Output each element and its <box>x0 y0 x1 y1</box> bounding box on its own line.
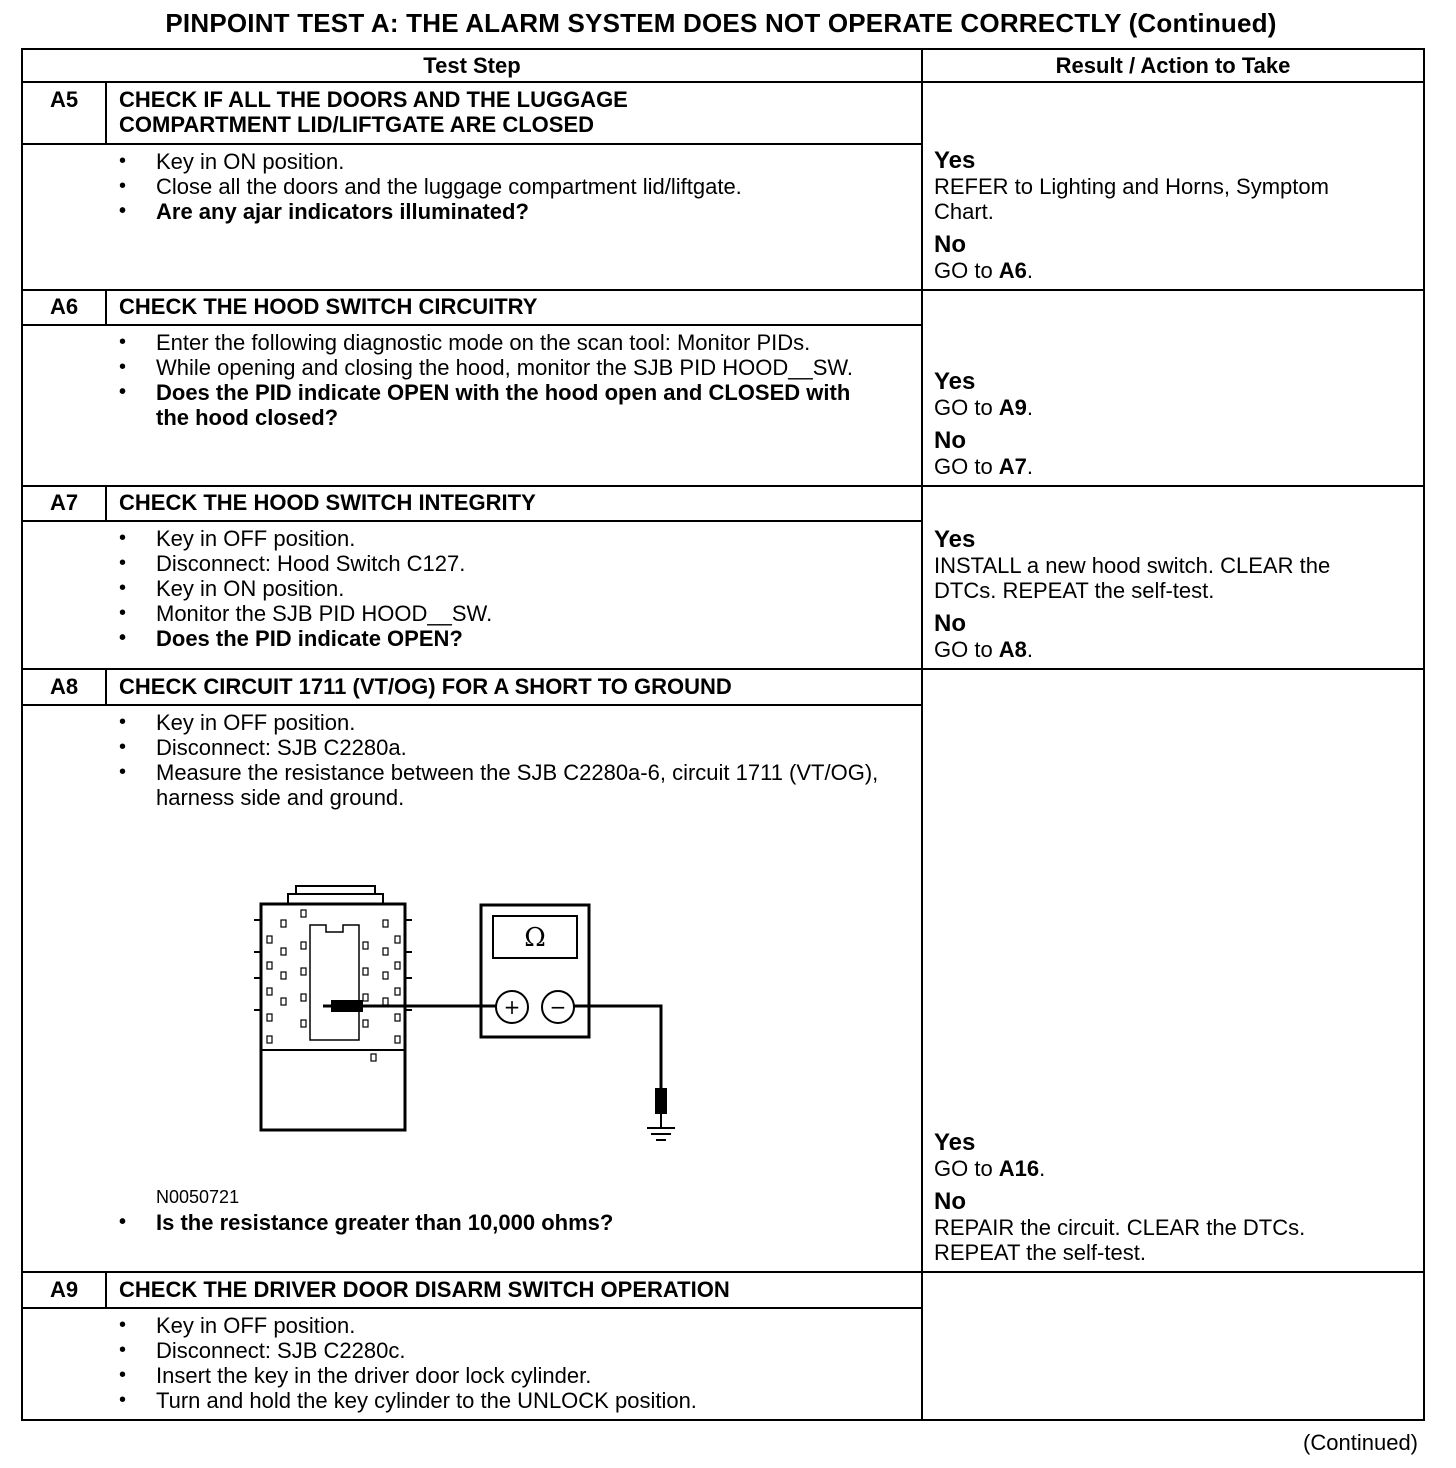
column-header-result: Result / Action to Take <box>923 50 1423 83</box>
result-a8-yes-text: GO to A16. <box>934 1156 1046 1181</box>
step-a8-question: • Is the resistance greater than 10,000 ohms? <box>119 1210 921 1235</box>
step-a9-bullets <box>23 1313 921 1413</box>
step-a7-title: CHECK THE HOOD SWITCH INTEGRITY <box>119 490 536 515</box>
step-link-a8: A8 <box>998 637 1027 662</box>
step-a7-question: • Does the PID indicate OPEN? <box>119 626 921 651</box>
page-title: PINPOINT TEST A: THE ALARM SYSTEM DOES NOT OPERATE CORRECTLY (Continued) <box>165 8 1277 38</box>
list-item: • Close all the doors and the luggage compartment lid/liftgate. <box>119 174 921 199</box>
step-a9-title: CHECK THE DRIVER DOOR DISARM SWITCH OPERATION <box>119 1277 730 1302</box>
step-a6-id: A6 <box>23 291 107 324</box>
step-link-a6: A6 <box>998 258 1027 283</box>
no-label: No <box>934 610 966 637</box>
list-item: • Disconnect: Hood Switch C127. <box>119 551 921 576</box>
list-item: • Measure the resistance between the SJB C2280a-6, circuit 1711 (VT/OG), harness side and ground. <box>119 760 901 810</box>
result-a9 <box>923 1273 1423 1419</box>
step-a7-header <box>23 487 921 522</box>
yes-label: Yes <box>934 368 976 395</box>
negative-lead <box>574 1006 661 1090</box>
step-a9 <box>23 1273 923 1419</box>
step-a9-body <box>23 1309 921 1419</box>
connector-diagram <box>23 850 923 1190</box>
result-a6-yes-text: GO to A9. <box>934 395 1034 420</box>
list-item: • Key in OFF position. <box>119 710 901 735</box>
ohm-symbol: Ω <box>524 923 546 953</box>
step-a7-body <box>23 522 921 668</box>
figure-id: N0050721 <box>156 1187 240 1207</box>
yes-label: Yes <box>934 526 976 553</box>
result-a5-no-text: GO to A6. <box>934 258 1034 283</box>
step-a5-title: CHECK IF ALL THE DOORS AND THE LUGGAGE COMPARTMENT LID/LIFTGATE ARE CLOSED <box>119 87 628 137</box>
step-a5 <box>23 83 923 291</box>
probe-positive <box>331 1000 363 1012</box>
yes-label: Yes <box>934 1129 976 1156</box>
step-a5-id: A5 <box>23 83 107 143</box>
list-item: • Disconnect: SJB C2280a. <box>119 735 901 760</box>
step-a6-body <box>23 326 921 485</box>
list-item: • Key in OFF position. <box>119 1313 921 1338</box>
step-a6-bullets <box>23 330 921 430</box>
no-label: No <box>934 427 966 454</box>
result-a7 <box>923 487 1423 670</box>
connector-body <box>261 904 405 1130</box>
list-item: • Disconnect: SJB C2280c. <box>119 1338 921 1363</box>
minus-sign: − <box>549 995 567 1019</box>
continued-note: (Continued) <box>1303 1430 1418 1455</box>
step-a7 <box>23 487 923 670</box>
list-item: • Turn and hold the key cylinder to the UNLOCK position. <box>119 1388 921 1413</box>
step-a9-header <box>23 1273 921 1309</box>
step-a6 <box>23 291 923 487</box>
step-a7-bullets <box>23 526 921 651</box>
list-item: • Monitor the SJB PID HOOD__SW. <box>119 601 921 626</box>
step-a5-question: • Are any ajar indicators illuminated? <box>119 199 921 224</box>
pinpoint-test-table <box>21 48 1425 1421</box>
result-a6 <box>923 291 1423 487</box>
step-a8-question-list <box>23 1210 921 1235</box>
result-a8 <box>923 670 1423 1273</box>
result-a7-no-text: GO to A8. <box>934 637 1034 662</box>
step-a8-title: CHECK CIRCUIT 1711 (VT/OG) FOR A SHORT TO GROUND <box>119 674 732 699</box>
step-a5-bullets <box>23 149 921 224</box>
result-a7-yes-text: INSTALL a new hood switch. CLEAR the DTCs. REPEAT the self-test. <box>934 553 1331 603</box>
no-label: No <box>934 231 966 258</box>
result-a5-yes-text: REFER to Lighting and Horns, Symptom Chart. <box>934 174 1329 224</box>
no-label: No <box>934 1188 966 1215</box>
plus-sign: + <box>503 995 521 1019</box>
list-item: • Insert the key in the driver door lock cylinder. <box>119 1363 921 1388</box>
result-a5 <box>923 83 1423 291</box>
list-item: • While opening and closing the hood, monitor the SJB PID HOOD__SW. <box>119 355 861 380</box>
step-a8-body <box>23 706 921 1271</box>
step-a6-header <box>23 291 921 326</box>
list-item: • Enter the following diagnostic mode on the scan tool: Monitor PIDs. <box>119 330 861 355</box>
column-header-test-step: Test Step <box>23 50 923 83</box>
list-item: • Key in ON position. <box>119 149 921 174</box>
step-a8-header <box>23 670 921 706</box>
step-a7-id: A7 <box>23 487 107 520</box>
step-a6-title: CHECK THE HOOD SWITCH CIRCUITRY <box>119 294 538 319</box>
result-a6-no-text: GO to A7. <box>934 454 1034 479</box>
step-link-a9: A9 <box>998 395 1027 420</box>
step-a9-id: A9 <box>23 1273 107 1307</box>
step-a5-body <box>23 145 921 289</box>
step-a8-bullets <box>23 710 921 810</box>
probe-ground <box>655 1088 667 1114</box>
step-link-a16: A16 <box>998 1156 1040 1181</box>
result-a8-no-text: REPAIR the circuit. CLEAR the DTCs. REPEAT the self-test. <box>934 1215 1306 1265</box>
step-a5-header <box>23 83 921 145</box>
list-item: • Key in OFF position. <box>119 526 921 551</box>
step-a8 <box>23 670 923 1273</box>
step-a6-question: • Does the PID indicate OPEN with the hood open and CLOSED with the hood closed? <box>119 380 861 430</box>
list-item: • Key in ON position. <box>119 576 921 601</box>
step-a8-id: A8 <box>23 670 107 704</box>
yes-label: Yes <box>934 147 976 174</box>
connector-cavity <box>310 925 359 1040</box>
connector-measurement-figure <box>23 850 921 1210</box>
step-link-a7: A7 <box>998 454 1027 479</box>
